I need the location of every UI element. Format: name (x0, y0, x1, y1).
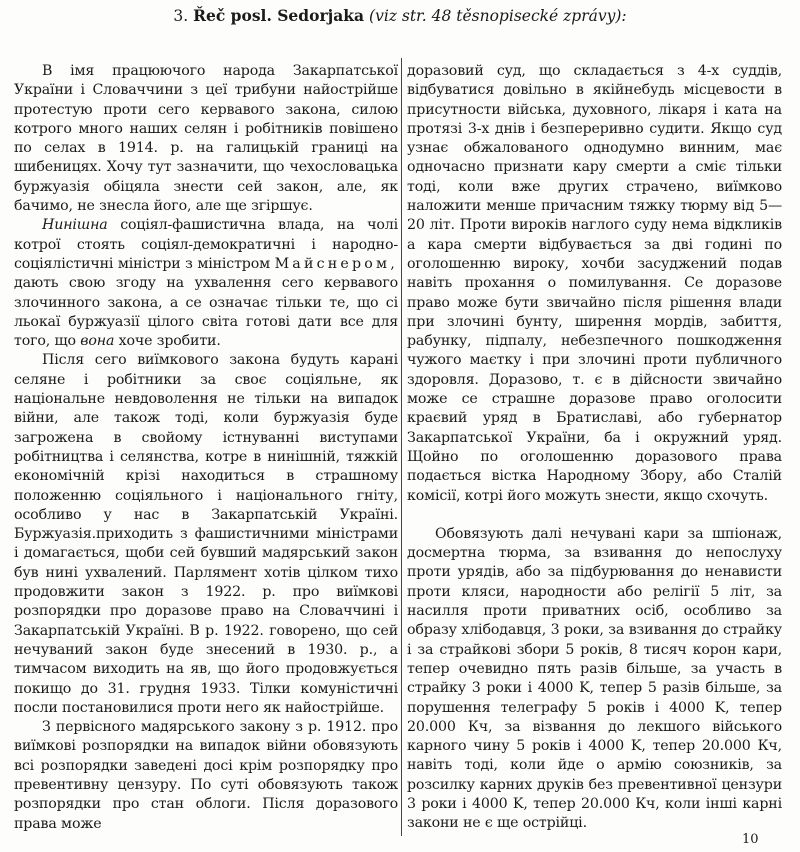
right-paragraph-1: доразовий суд, що складається з 4-х суддів, відбуватися довільно в якійнебудь місцевости в присутности війська, духовного, лікаря і ката на протязі 3-х днів і безпереривно судити. Якщо суд узнає обжалованого однодумно винним, має одночасно признати кару смерти а сміє тільки тоді, коли вже других страчено, виїмково наложити менше причасним тяжку тюрму від 5—20 літ. Проти вироків наглого суду нема відкликів а кара смерти відбувається за дві годині по оголошенню вироку, хочби засуджений подав навіть прохання о помилування. Се доразове право може бути звичайно після рішення влади при злочині бунту, ширення мордів, забиття, рабунку, підпалу, небезпечного пошкодження чужого маєтку і при злочині проти публичного здоровля. Доразово, т. є в дійсности звичайно може се страшне доразове право оголосити краєвий уряд в Братиславі, або губернатор Закарпатської України, ба і окружний уряд. Щойно по оголошенню доразового права подається вістка Народному Збору, або Сталій комісії, котрі його можуть знести, якщо схочуть. (407, 63, 782, 504)
left-paragraph-4: З первісного мадярського закону з р. 1912. про виїмкові розпорядки на випадок війни обовязують всі розпорядки заведені досі крім розпорядку про превентивну цензуру. По суті обовязують також розпорядки про стан облоги. Після доразового права може (14, 719, 398, 832)
heading-number: 3. (173, 7, 189, 25)
right-column (407, 62, 782, 834)
left-paragraph-2-text-c: хоче зробити. (114, 333, 221, 350)
left-paragraph-2 (14, 216, 398, 351)
left-paragraph-2-spaced-name: Майснером, (274, 255, 398, 272)
left-paragraph-2-italic: Нинішна (42, 217, 108, 234)
right-paragraph-2: Обовязують далі нечувані кари за шпіонаж, досмертна тюрма, за взивання до непослуху проти урядів, або за підбурювання до ненависти проти кляси, народности або релігії 5 літ, за насилля проти приватних осіб, особливо за образу хлібодавця, 3 роки, за взивання до страйку і за страйкові збори 5 років, 8 тисяч корон кари, тепер очевидно пять разів більше, за участь в страйку 3 роки і 4000 K, тепер 5 разів більше, за порушення телеграфу 5 років і 4000 K, тепер 20.000 Кч, за візвання до лекшого війського карного чину 5 років і 4000 K, тепер 20.000 Кч, навіть тоді, коли йде о армію союзників, за розсилку карних друків без превентивної цензури 3 роки і 4000 K, тепер 20.000 Кч, коли інші карні закони не є ще острійці. (407, 525, 782, 832)
column-divider (401, 58, 402, 836)
left-paragraph-2-text-a: соціял-фашистична влада, на чолі котрої стоять соціял-демократичні і народно-соціялістичні міністри з міністром (14, 217, 398, 272)
left-paragraph-2-text-b: дають свою згоду на ухвалення сего кервавого злочинного закона, а се означає тільки те, що сі льокаї буржуазії цілого світа готові дати все для того, що (14, 275, 398, 350)
page-number: 10 (742, 832, 759, 847)
heading-title: Řeč posl. Sedorjaka (193, 6, 365, 25)
left-paragraph-2-italic-2: вона (80, 333, 115, 350)
left-column (14, 62, 398, 834)
left-paragraph-1: В імя працюючого народа Закарпатської України і Словаччини з цеї трибуни найострійше протестую проти сего кервавого закона, силою котрого много наших селян і робітників повішено по селах в 1914. р. на галицькій границі на шибеницях. Хочу тут зазначити, що чехословацька буржуазія обіцяла знести сей закон, але, як бачимо, не знесла його, але ще згіршує. (14, 63, 398, 215)
section-heading (0, 6, 800, 26)
heading-reference: (viz str. 48 těsnopisecké zprávy): (369, 7, 627, 25)
left-paragraph-3: Після сего виїмкового закона будуть карані селяне і робітники за своє соціяльне, як національне невдоволення не тільки на випадок війни, але також тоді, коли буржуазія буде загрожена в свойому істнуванні виступами робітництва і селянства, котре в нинішній, тяжкій економічній крізі находиться в страшному положенню соціяльного і національного гніту, особливо у нас в Закарпатській Україні. Буржуазія.приходить з фашистичними міністрами і домагається, щоби сей бувший мадярський закон був нині ухвалений. Парлямент хотів цілком тихо продовжити закон з 1922. р. про виїмкові розпорядки про доразове право на Словаччині і Закарпатській Україні. В р. 1922. говорено, що сей нечуваний закон буде знесений в 1930. р., а тимчасом виходить на яв, що його продовжується покищо до 31. грудня 1933. Тілки комуністичні посли постановилися проти него як найострійше. (14, 352, 398, 716)
